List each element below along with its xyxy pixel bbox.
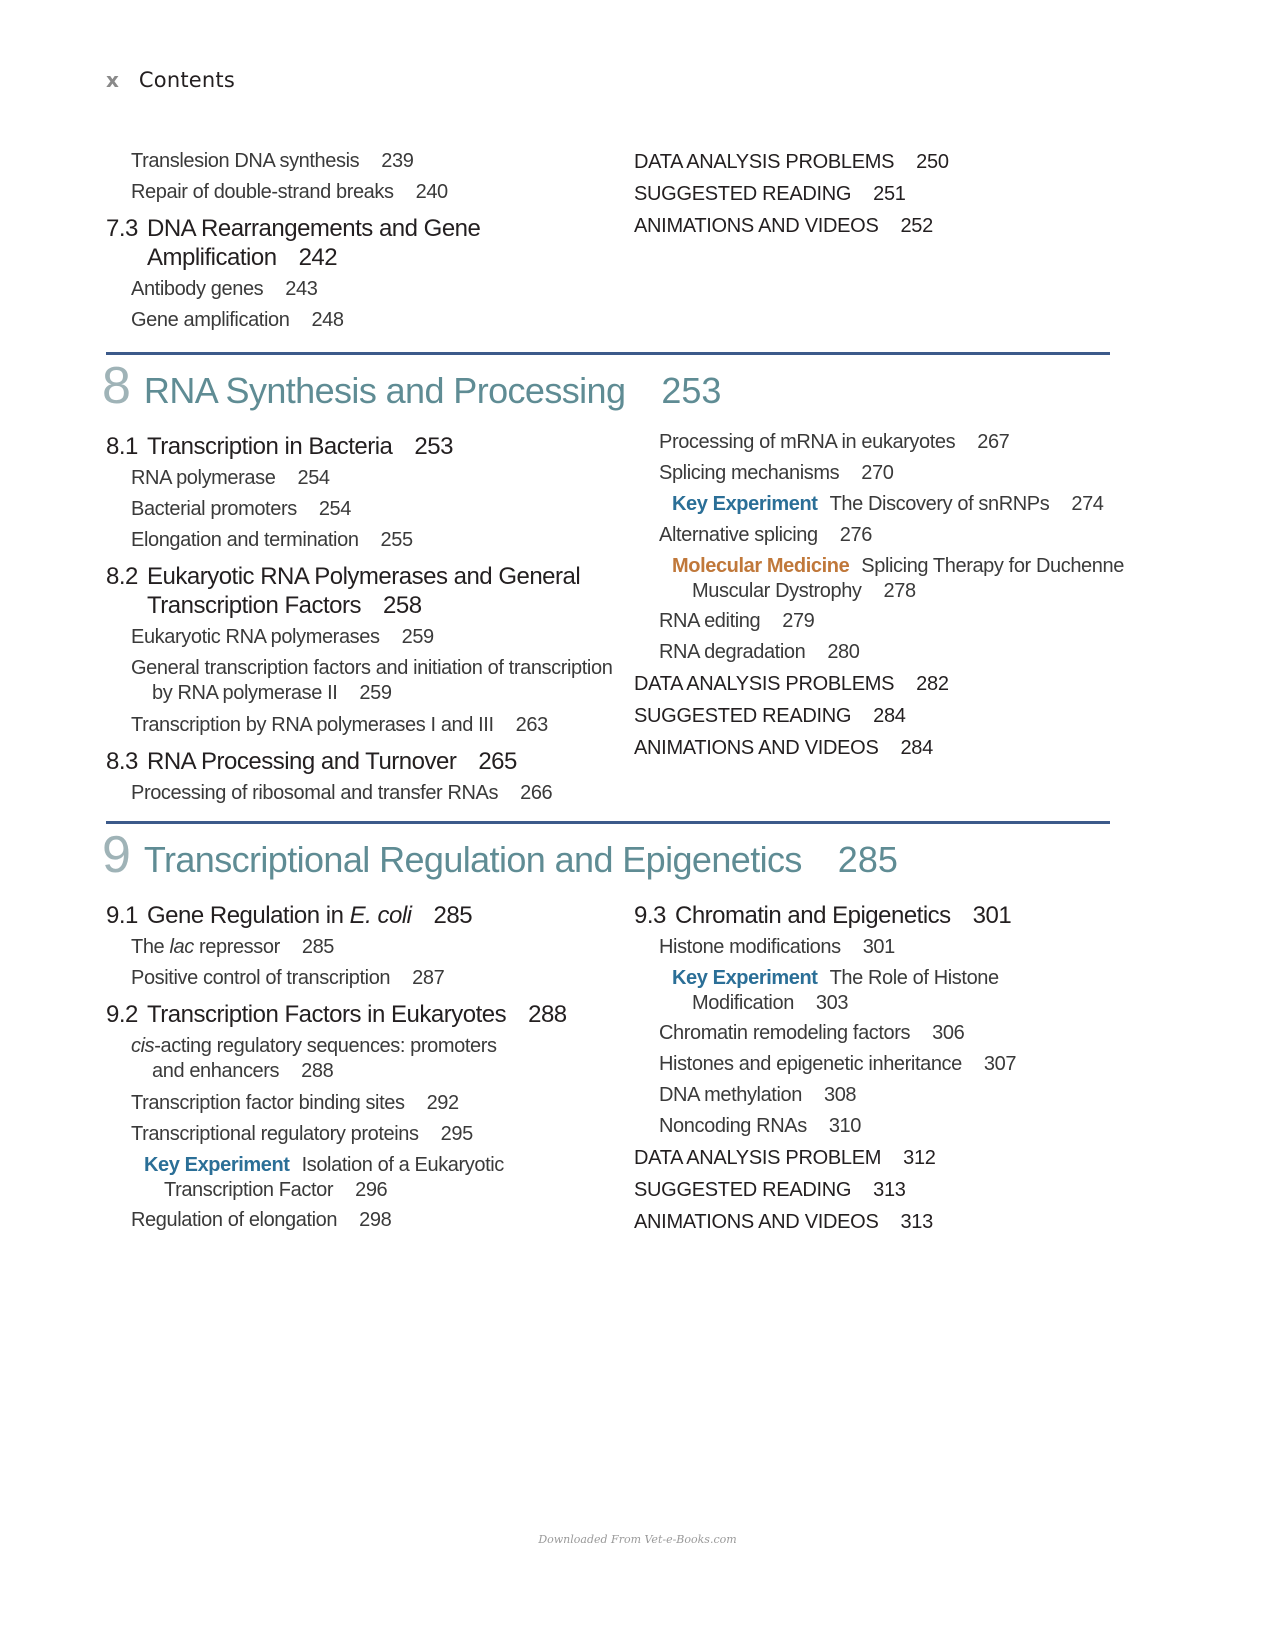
toc-entry[interactable]: Positive control of transcription 287 [131,967,445,989]
toc-entry[interactable]: Noncoding RNAs 310 [659,1115,861,1137]
key-experiment-box[interactable]: Key Experiment The Role of Histone Modification 303 [672,967,999,1014]
toc-end-entry[interactable]: ANIMATIONS AND VIDEOS 252 [634,215,933,237]
toc-end-entry[interactable]: ANIMATIONS AND VIDEOS 313 [634,1211,933,1233]
toc-end-entry[interactable]: DATA ANALYSIS PROBLEMS 282 [634,673,949,695]
toc-entry[interactable]: Translesion DNA synthesis 239 [131,150,414,172]
toc-entry[interactable]: Repair of double-strand breaks 240 [131,181,448,203]
ch9-left-column [106,895,567,1236]
toc-entry[interactable]: Antibody genes 243 [131,278,318,300]
toc-entry[interactable]: Transcriptional regulatory proteins 295 [131,1123,473,1145]
page-title: Contents [138,68,235,92]
toc-entry[interactable]: DNA methylation 308 [659,1084,857,1106]
toc-end-entry[interactable]: SUGGESTED READING 251 [634,183,906,205]
section-9-2-heading[interactable]: 9.2 Transcription Factors in Eukaryotes 288 [106,1001,567,1028]
chapter-9-heading[interactable]: 9 Transcriptional Regulation and Epigenetics 285 [102,826,898,884]
ch8-right-column [634,427,1124,764]
key-experiment-box[interactable]: Key Experiment The Discovery of snRNPs 274 [672,493,1104,515]
page-header [106,68,235,92]
section-8-3-heading[interactable]: 8.3 RNA Processing and Turnover 265 [106,748,517,775]
toc-entry[interactable]: Gene amplification 248 [131,309,344,331]
molecular-medicine-box[interactable]: Molecular Medicine Splicing Therapy for Duchenne Muscular Dystrophy 278 [672,555,1124,602]
toc-end-entry[interactable]: DATA ANALYSIS PROBLEMS 250 [634,151,949,173]
section-7-3-heading[interactable]: 7.3 DNA Rearrangements and Gene Amplification 242 [106,215,481,271]
toc-entry[interactable]: Processing of mRNA in eukaryotes 267 [659,431,1010,453]
chapter-divider [106,821,1110,824]
toc-entry[interactable]: cis-acting regulatory sequences: promoters and enhancers 288 [131,1035,497,1082]
key-experiment-box[interactable]: Key Experiment Isolation of a Eukaryotic Transcription Factor 296 [144,1154,504,1201]
section-9-1-heading[interactable]: 9.1 Gene Regulation in E. coli 285 [106,902,473,929]
watermark: Downloaded From Vet-e-Books.com [538,1533,737,1546]
toc-end-entry[interactable]: SUGGESTED READING 284 [634,705,906,727]
toc-entry[interactable]: The lac repressor 285 [131,936,335,958]
section-9-3-heading[interactable]: 9.3 Chromatin and Epigenetics 301 [634,902,1012,929]
molecular-medicine-label: Molecular Medicine [672,555,850,577]
toc-entry[interactable]: RNA editing 279 [659,610,815,632]
toc-entry[interactable]: Regulation of elongation 298 [131,1209,392,1231]
toc-end-entry[interactable]: ANIMATIONS AND VIDEOS 284 [634,737,933,759]
toc-entry[interactable]: Alternative splicing 276 [659,524,872,546]
toc-entry[interactable]: Processing of ribosomal and transfer RNAs 266 [131,782,553,804]
chapter-8-heading[interactable]: 8 RNA Synthesis and Processing 253 [102,357,722,415]
toc-entry[interactable]: Transcription factor binding sites 292 [131,1092,459,1114]
toc-entry[interactable]: Bacterial promoters 254 [131,498,351,520]
section-8-1-heading[interactable]: 8.1 Transcription in Bacteria 253 [106,433,453,460]
toc-entry[interactable]: Transcription by RNA polymerases I and III 263 [131,714,548,736]
toc-entry[interactable]: Elongation and termination 255 [131,529,413,551]
toc-end-entry[interactable]: DATA ANALYSIS PROBLEM 312 [634,1147,936,1169]
toc-entry[interactable]: Eukaryotic RNA polymerases 259 [131,626,434,648]
toc-end-entry[interactable]: SUGGESTED READING 313 [634,1179,906,1201]
ch8-left-column [106,426,612,809]
key-experiment-label: Key Experiment [672,493,818,515]
toc-entry[interactable]: General transcription factors and initiation of transcription by RNA polymerase II 259 [131,657,613,704]
toc-entry[interactable]: RNA degradation 280 [659,641,860,663]
chapter-divider [106,352,1110,355]
toc-entry[interactable]: RNA polymerase 254 [131,467,330,489]
ch9-right-column [634,895,1016,1238]
toc-entry[interactable]: Histones and epigenetic inheritance 307 [659,1053,1017,1075]
key-experiment-label: Key Experiment [672,967,818,989]
toc-entry[interactable]: Histone modifications 301 [659,936,895,958]
key-experiment-label: Key Experiment [144,1154,290,1176]
ch7-tail-left [106,146,480,336]
page-number-roman: x [106,68,119,92]
ch7-tail-right [634,146,949,242]
toc-entry[interactable]: Chromatin remodeling factors 306 [659,1022,965,1044]
toc-entry[interactable]: Splicing mechanisms 270 [659,462,894,484]
section-8-2-heading[interactable]: 8.2 Eukaryotic RNA Polymerases and General Transcription Factors 258 [106,563,581,619]
